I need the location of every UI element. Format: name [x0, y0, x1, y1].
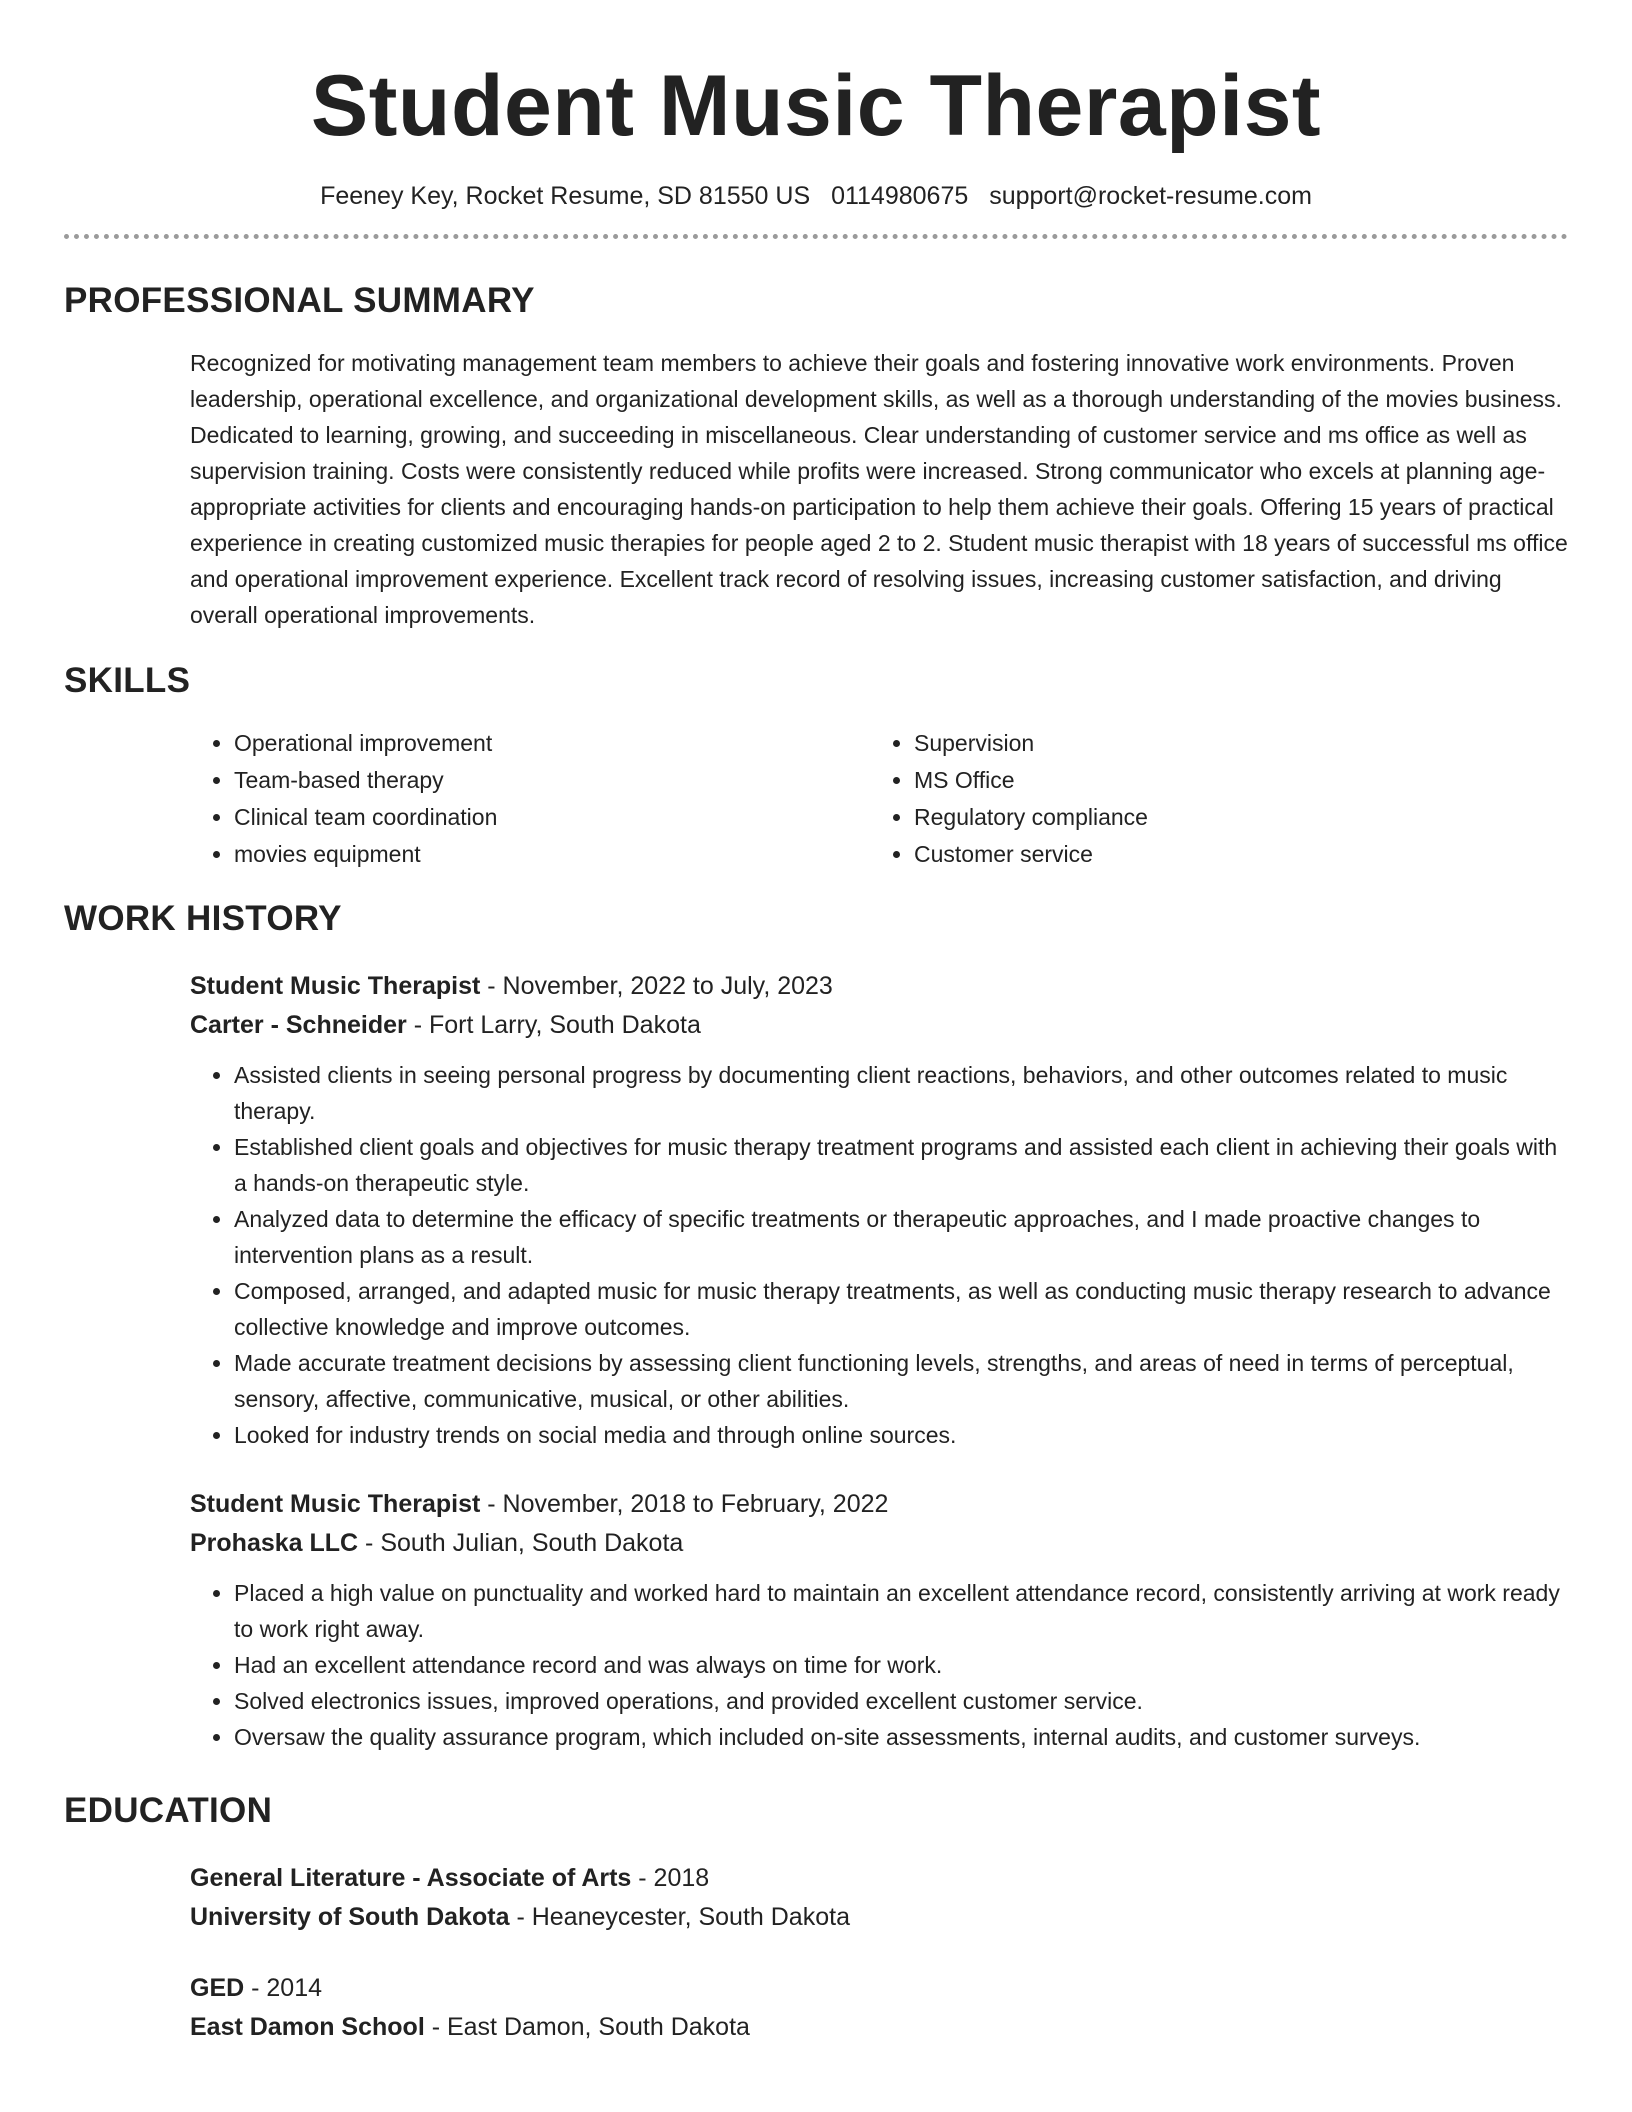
work-history-heading: WORK HISTORY: [64, 899, 342, 938]
school-name: East Damon School: [190, 2013, 425, 2041]
degree-year: - 2018: [631, 1864, 710, 1892]
skill-item: • movies equipment: [234, 836, 870, 873]
duty-item: • Made accurate treatment decisions by assessing client functioning levels, strengths, and areas of need in terms of perceptual, sensory, affective, communicative, musical, or other abilities.: [234, 1345, 1568, 1417]
duty-item: • Assisted clients in seeing personal progress by documenting client reactions, behaviors, and other outcomes related to music therapy.: [234, 1057, 1568, 1129]
skill-item: • Customer service: [914, 836, 1550, 873]
degree-name: General Literature - Associate of Arts: [190, 1864, 632, 1892]
job-title-line: [190, 1485, 1568, 1524]
school-location: - East Damon, South Dakota: [424, 2013, 750, 2041]
contact-phone: 0114980675: [831, 182, 969, 210]
degree-line: [190, 1969, 1568, 2008]
skill-item: • MS Office: [914, 762, 1550, 799]
skills-heading: SKILLS: [64, 661, 191, 700]
resume-header: [64, 0, 1568, 212]
job-company: Prohaska LLC: [190, 1529, 359, 1557]
degree-name: GED: [190, 1974, 245, 2002]
job-company: Carter - Schneider: [190, 1011, 407, 1039]
school-name: University of South Dakota: [190, 1903, 510, 1931]
candidate-name: Student Music Therapist: [310, 58, 1322, 154]
job-duties: [190, 1575, 1568, 1755]
skill-item: • Team-based therapy: [234, 762, 870, 799]
summary-heading: PROFESSIONAL SUMMARY: [64, 281, 535, 320]
contact-line: [64, 180, 1568, 212]
skills-column-left: [190, 725, 870, 873]
school-location: - Heaneycester, South Dakota: [509, 1903, 850, 1931]
school-line: [190, 2008, 1568, 2047]
skill-item: • Clinical team coordination: [234, 799, 870, 836]
education-heading: EDUCATION: [64, 1791, 273, 1830]
job-company-line: [190, 1006, 1568, 1045]
school-line: [190, 1898, 1568, 1937]
skill-item: • Regulatory compliance: [914, 799, 1550, 836]
job-location: - South Julian, South Dakota: [358, 1529, 684, 1557]
job-dates: - November, 2022 to July, 2023: [480, 972, 833, 1000]
duty-item: • Looked for industry trends on social media and through online sources.: [234, 1417, 1568, 1453]
job-role: Student Music Therapist: [190, 1490, 481, 1518]
skills-column-right: [870, 725, 1550, 873]
job-dates: - November, 2018 to February, 2022: [480, 1490, 889, 1518]
skills-list: [190, 725, 1568, 873]
duty-item: • Composed, arranged, and adapted music for music therapy treatments, as well as conducting music therapy research to advance collective knowledge and improve outcomes.: [234, 1273, 1568, 1345]
job-entry: [190, 1485, 1568, 1755]
job-entry: [190, 967, 1568, 1453]
skill-item: • Supervision: [914, 725, 1550, 762]
education-entry: [190, 1969, 1568, 2047]
duty-item: • Had an excellent attendance record and was always on time for work.: [234, 1647, 1568, 1683]
contact-address: Feeney Key, Rocket Resume, SD 81550 US: [320, 182, 811, 210]
summary-text: Recognized for motivating management team members to achieve their goals and fostering innovative work environments. Proven leadership, operational excellence, and organizational development skills, as well as a thorough understanding of the movies business. Dedicated to learning, growing, and succeeding in miscellaneous. Clear understanding of customer service and ms office as well as supervision training. Costs were consistently reduced while profits were increased. Strong communicator who excels at planning age-appropriate activities for clients and encouraging hands-on participation to help them achieve their goals. Offering 15 years of practical experience in creating customized music therapies for people aged 2 to 2. Student music therapist with 18 years of successful ms office and operational improvement experience. Excellent track record of resolving issues, increasing customer satisfaction, and driving overall operational improvements.: [190, 350, 1568, 628]
job-duties: [190, 1057, 1568, 1453]
duty-item: • Established client goals and objectives for music therapy treatment programs and assisted each client in achieving their goals with a hands-on therapeutic style.: [234, 1129, 1568, 1201]
contact-email[interactable]: support@rocket-resume.com: [989, 182, 1312, 210]
degree-line: [190, 1859, 1568, 1898]
skill-item: • Operational improvement: [234, 725, 870, 762]
duty-item: • Analyzed data to determine the efficacy of specific treatments or therapeutic approaches, and I made proactive changes to intervention plans as a result.: [234, 1201, 1568, 1273]
duty-item: • Solved electronics issues, improved operations, and provided excellent customer service.: [234, 1683, 1568, 1719]
duty-item: • Oversaw the quality assurance program, which included on-site assessments, internal audits, and customer surveys.: [234, 1719, 1568, 1755]
education-entry: [190, 1859, 1568, 1937]
header-divider: [64, 234, 1568, 239]
job-location: - Fort Larry, South Dakota: [406, 1011, 701, 1039]
degree-year: - 2014: [244, 1974, 323, 2002]
job-company-line: [190, 1524, 1568, 1563]
duty-item: • Placed a high value on punctuality and worked hard to maintain an excellent attendance record, consistently arriving at work ready to work right away.: [234, 1575, 1568, 1647]
job-role: Student Music Therapist: [190, 972, 481, 1000]
job-title-line: [190, 967, 1568, 1006]
